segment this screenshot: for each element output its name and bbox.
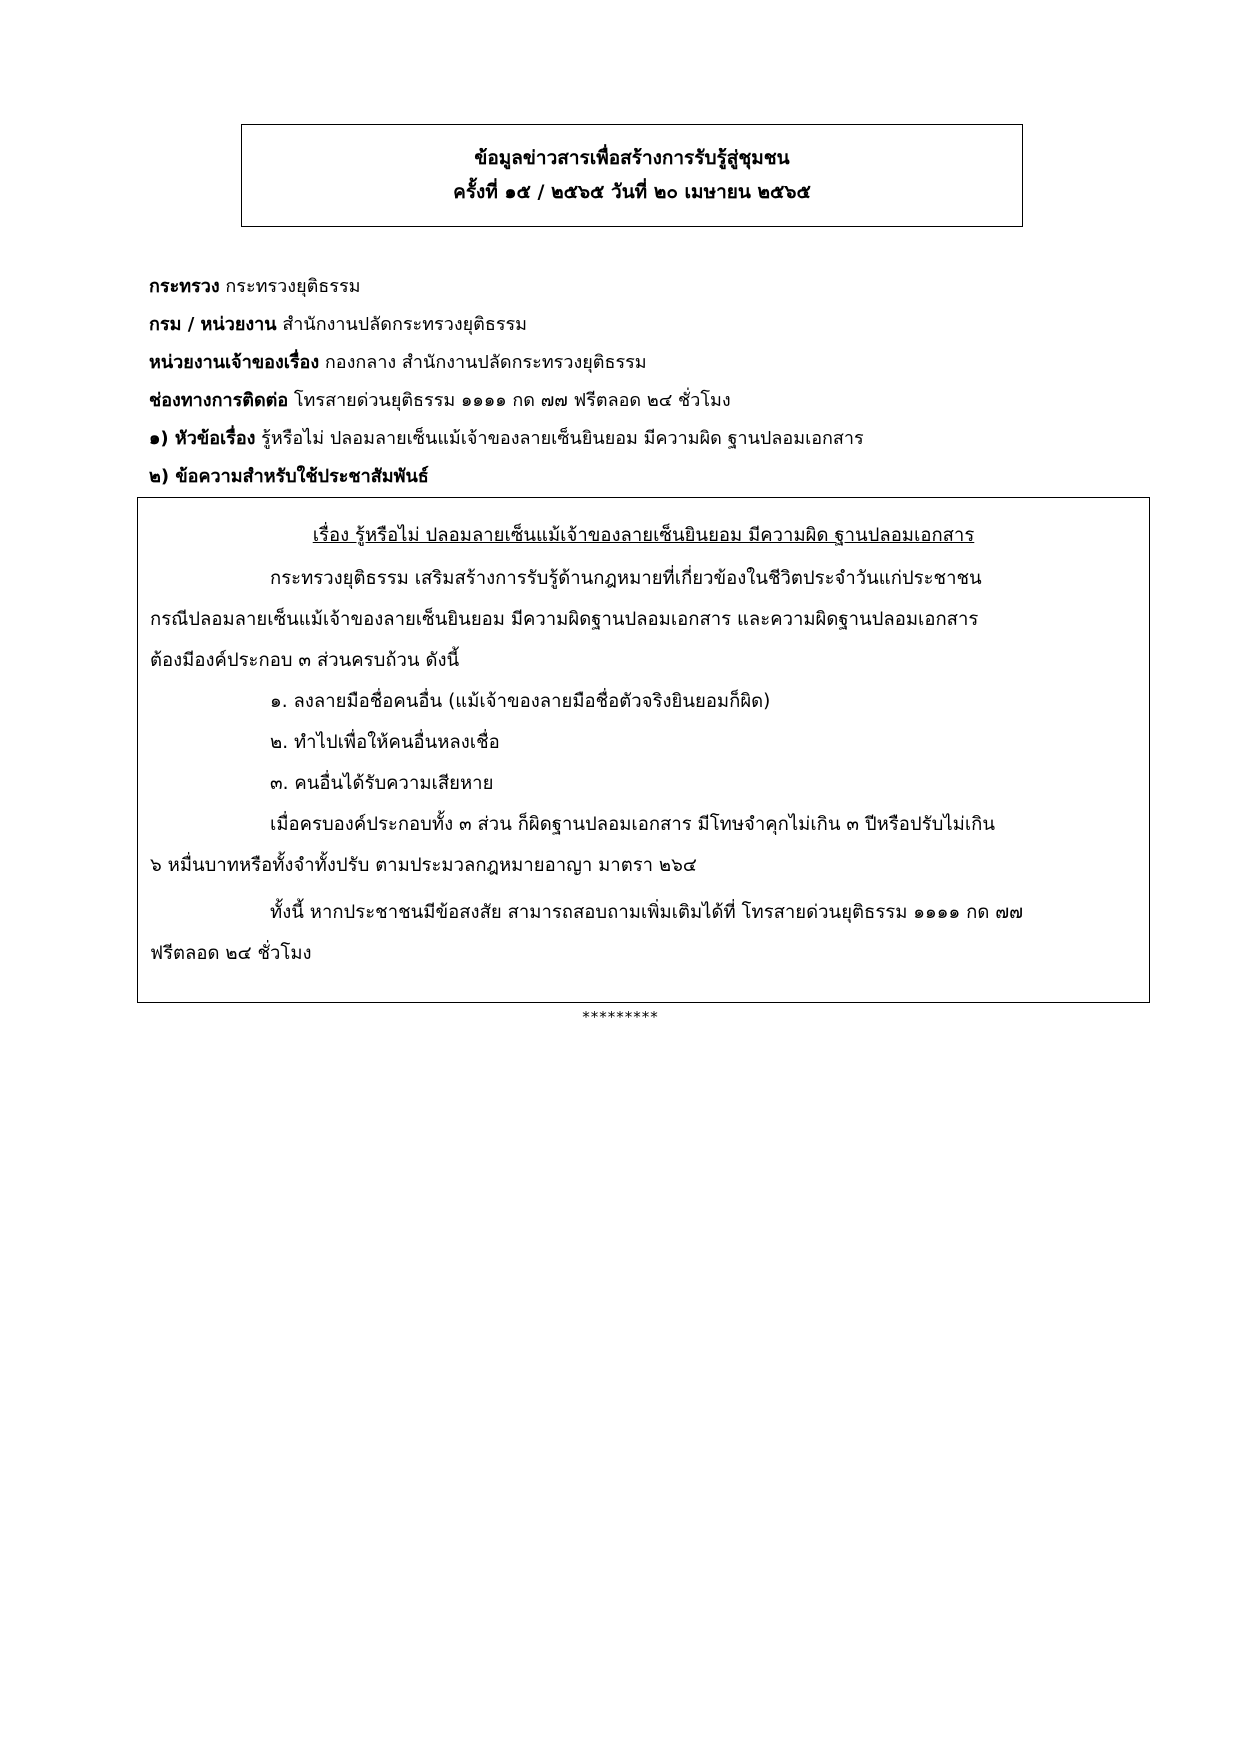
pr-paragraph-3-line-2: ฟรีตลอด ๒๔ ชั่วโมง <box>150 943 312 964</box>
meta-owner <box>149 344 1149 382</box>
meta-ministry-value: กระทรวงยุติธรรม <box>225 276 361 297</box>
pr-paragraph-2-line-2: ๖ หมื่นบาทหรือทั้งจำทั้งปรับ ตามประมวลกฎหมายอาญา มาตรา ๒๖๔ <box>150 855 697 876</box>
pr-message-box <box>137 497 1150 1003</box>
pr-title: เรื่อง รู้หรือไม่ ปลอมลายเซ็นแม้เจ้าของลายเซ็นยินยอม มีความผิด ฐานปลอมเอกสาร <box>312 525 975 546</box>
meta-pr-label: ๒) ข้อความสำหรับใช้ประชาสัมพันธ์ <box>149 466 429 487</box>
meta-pr <box>149 458 1149 496</box>
pr-paragraph-1-line-2: กรณีปลอมลายเซ็นแม้เจ้าของลายเซ็นยินยอม มีความผิดฐานปลอมเอกสาร และความผิดฐานปลอมเอกสาร <box>150 609 979 630</box>
meta-contact-value: โทรสายด่วนยุติธรรม ๑๑๑๑ กด ๗๗ ฟรีตลอด ๒๔ ชั่วโมง <box>293 390 731 411</box>
end-marker: ********* <box>582 1008 659 1026</box>
meta-section <box>149 268 1149 496</box>
header-title: ข้อมูลข่าวสารเพื่อสร้างการรับรู้สู่ชุมชน <box>474 147 790 169</box>
meta-ministry-label: กระทรวง <box>149 276 220 297</box>
pr-paragraph-1-line-1: กระทรวงยุติธรรม เสริมสร้างการรับรู้ด้านกฎหมายที่เกี่ยวข้องในชีวิตประจำวันแก่ประชาชน <box>270 568 982 589</box>
pr-item-3: ๓. คนอื่นได้รับความเสียหาย <box>270 773 494 794</box>
pr-paragraph-3-line-1: ทั้งนี้ หากประชาชนมีข้อสงสัย สามารถสอบถามเพิ่มเติมได้ที่ โทรสายด่วนยุติธรรม ๑๑๑๑ กด ๗๗ <box>270 902 1024 923</box>
meta-owner-value: กองกลาง สำนักงานปลัดกระทรวงยุติธรรม <box>324 352 647 373</box>
pr-item-2: ๒. ทำไปเพื่อให้คนอื่นหลงเชื่อ <box>270 732 500 753</box>
header-issue-date: ครั้งที่ ๑๕ / ๒๕๖๕ วันที่ ๒๐ เมษายน ๒๕๖๕ <box>453 181 811 203</box>
meta-department-value: สำนักงานปลัดกระทรวงยุติธรรม <box>282 314 528 335</box>
meta-ministry <box>149 268 1149 306</box>
meta-contact-label: ช่องทางการติดต่อ <box>149 390 289 411</box>
pr-item-1: ๑. ลงลายมือชื่อคนอื่น (แม้เจ้าของลายมือชื่อตัวจริงยินยอมก็ผิด) <box>270 691 771 712</box>
pr-paragraph-1-line-3: ต้องมีองค์ประกอบ ๓ ส่วนครบถ้วน ดังนี้ <box>150 650 460 671</box>
meta-topic-value: รู้หรือไม่ ปลอมลายเซ็นแม้เจ้าของลายเซ็นยินยอม มีความผิด ฐานปลอมเอกสาร <box>261 428 864 449</box>
header-box <box>241 124 1023 227</box>
meta-topic <box>149 420 1149 458</box>
meta-owner-label: หน่วยงานเจ้าของเรื่อง <box>149 352 320 373</box>
meta-topic-label: ๑) หัวข้อเรื่อง <box>149 428 256 449</box>
meta-department-label: กรม / หน่วยงาน <box>149 314 277 335</box>
meta-contact <box>149 382 1149 420</box>
meta-department <box>149 306 1149 344</box>
pr-paragraph-2-line-1: เมื่อครบองค์ประกอบทั้ง ๓ ส่วน ก็ผิดฐานปลอมเอกสาร มีโทษจำคุกไม่เกิน ๓ ปีหรือปรับไม่เกิน <box>270 814 996 835</box>
